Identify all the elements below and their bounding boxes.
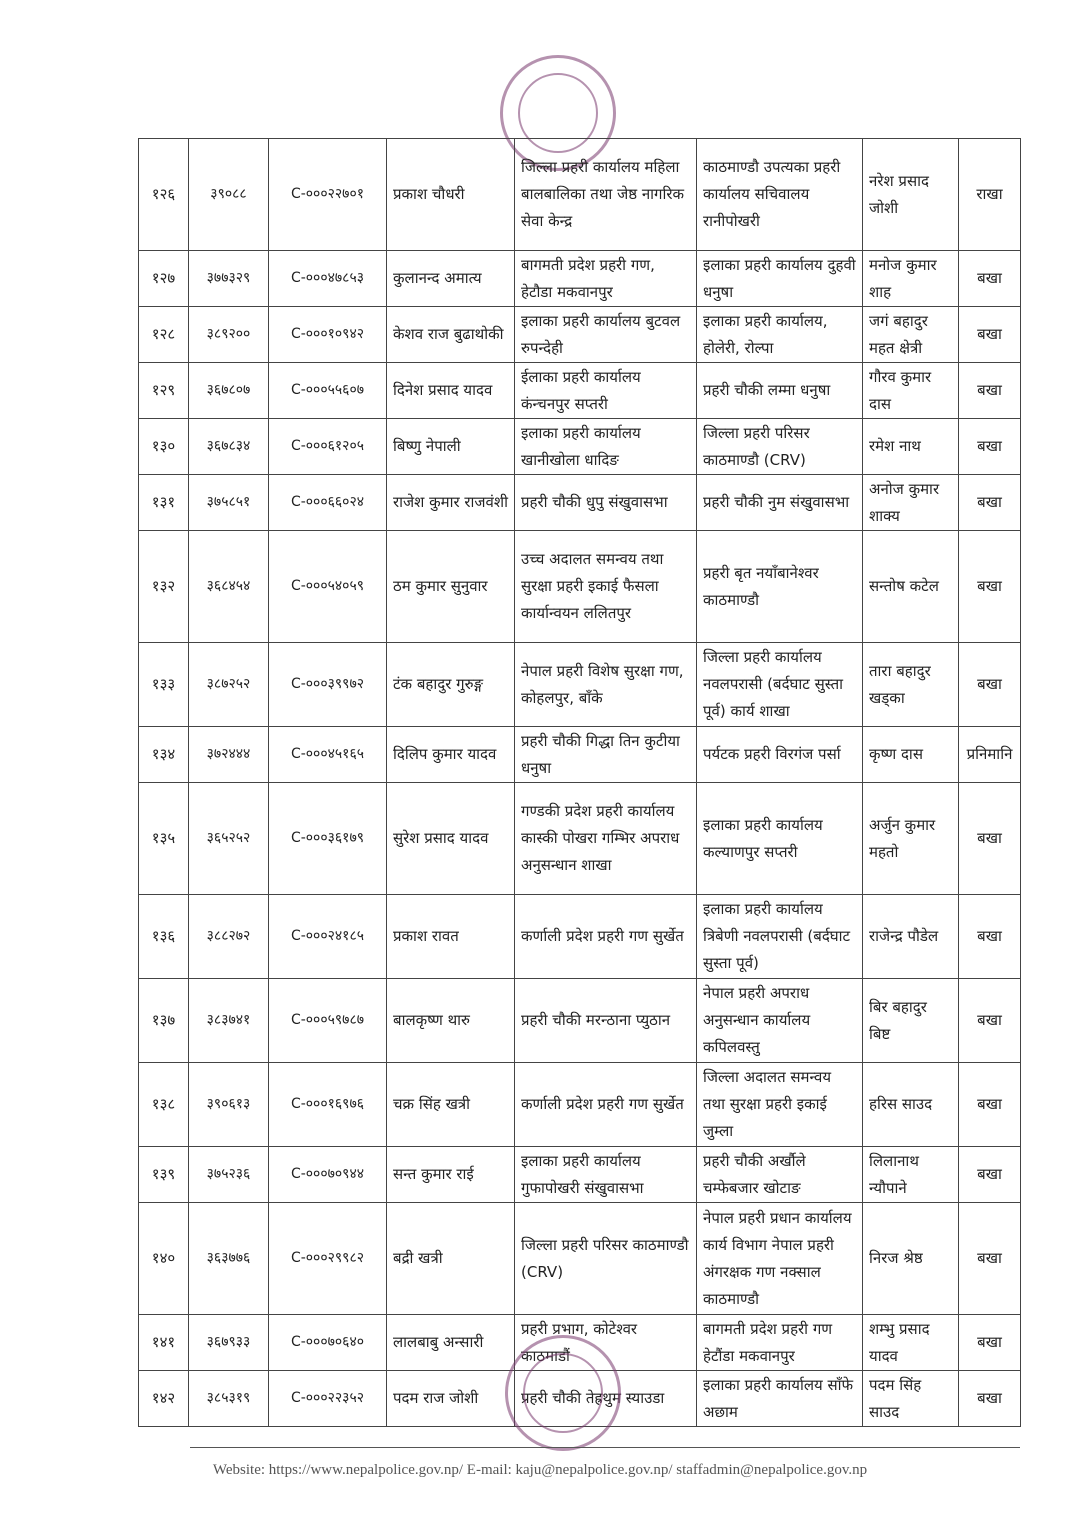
cell-officer: पदम सिंह साउद	[863, 1371, 959, 1427]
cell-name: ठम कुमार सुनुवार	[387, 531, 515, 643]
cell-to: इलाका प्रहरी कार्यालय दुहवी धनुषा	[697, 251, 863, 307]
cell-code: C-०००१६९७६	[269, 1063, 387, 1147]
cell-sn: १२८	[139, 307, 189, 363]
cell-remark: प्रनिमानि	[959, 727, 1021, 783]
table-row	[139, 895, 1021, 979]
cell-to: जिल्ला अदालत समन्वय तथा सुरक्षा प्रहरी इकाई जुम्ला	[697, 1063, 863, 1147]
cell-num: ३८७२५२	[189, 643, 269, 727]
table-row	[139, 363, 1021, 419]
cell-from: बागमती प्रदेश प्रहरी गण, हेटौडा मकवानपुर	[515, 251, 697, 307]
cell-officer: मनोज कुमार शाह	[863, 251, 959, 307]
cell-remark: बखा	[959, 979, 1021, 1063]
table-row	[139, 1203, 1021, 1315]
cell-from: जिल्ला प्रहरी कार्यालय महिला बालबालिका तथा जेष्ठ नागरिक सेवा केन्द्र	[515, 139, 697, 251]
cell-code: C-०००६१२०५	[269, 419, 387, 475]
cell-name: चक्र सिंह खत्री	[387, 1063, 515, 1147]
cell-code: C-०००३९९७२	[269, 643, 387, 727]
cell-officer: सन्तोष कटेल	[863, 531, 959, 643]
cell-code: C-०००२९९८२	[269, 1203, 387, 1315]
footer-divider	[190, 1447, 1020, 1448]
cell-num: ३७२४४४	[189, 727, 269, 783]
cell-num: ३७५८५१	[189, 475, 269, 531]
cell-from: कर्णाली प्रदेश प्रहरी गण सुर्खेत	[515, 1063, 697, 1147]
cell-officer: शम्भु प्रसाद यादव	[863, 1315, 959, 1371]
cell-code: C-०००३६१७९	[269, 783, 387, 895]
cell-remark: बखा	[959, 251, 1021, 307]
cell-to: जिल्ला प्रहरी परिसर काठमाण्डौ (CRV)	[697, 419, 863, 475]
cell-officer: बिर बहादुर बिष्ट	[863, 979, 959, 1063]
cell-remark: बखा	[959, 1063, 1021, 1147]
cell-num: ३८५३१९	[189, 1371, 269, 1427]
table-row	[139, 979, 1021, 1063]
cell-to: इलाका प्रहरी कार्यालय, होलेरी, रोल्पा	[697, 307, 863, 363]
cell-to: नेपाल प्रहरी अपराध अनुसन्धान कार्यालय कपिलवस्तु	[697, 979, 863, 1063]
cell-remark: बखा	[959, 783, 1021, 895]
cell-name: पदम राज जोशी	[387, 1371, 515, 1427]
cell-sn: १३२	[139, 531, 189, 643]
cell-to: प्रहरी चौकी नुम संखुवासभा	[697, 475, 863, 531]
cell-code: C-०००५५६०७	[269, 363, 387, 419]
cell-sn: १४१	[139, 1315, 189, 1371]
table-row	[139, 419, 1021, 475]
cell-to: प्रहरी चौकी अर्खौले चम्फेबजार खोटाङ	[697, 1147, 863, 1203]
cell-code: C-०००२२७०१	[269, 139, 387, 251]
cell-code: C-०००१०९४२	[269, 307, 387, 363]
cell-from: उच्च अदालत समन्वय तथा सुरक्षा प्रहरी इकाई फैसला कार्यान्वयन ललितपुर	[515, 531, 697, 643]
cell-num: ३८८२७२	[189, 895, 269, 979]
cell-from: इलाका प्रहरी कार्यालय खानीखोला धादिङ	[515, 419, 697, 475]
table-row	[139, 251, 1021, 307]
cell-num: ३६७८३४	[189, 419, 269, 475]
cell-num: ३७५२३६	[189, 1147, 269, 1203]
cell-officer: कृष्ण दास	[863, 727, 959, 783]
cell-name: टंक बहादुर गुरुङ्ग	[387, 643, 515, 727]
cell-sn: १३७	[139, 979, 189, 1063]
cell-name: लालबाबु अन्सारी	[387, 1315, 515, 1371]
cell-name: दिलिप कुमार यादव	[387, 727, 515, 783]
cell-from: कर्णाली प्रदेश प्रहरी गण सुर्खेत	[515, 895, 697, 979]
cell-name: दिनेश प्रसाद यादव	[387, 363, 515, 419]
cell-officer: राजेन्द्र पौडेल	[863, 895, 959, 979]
cell-remark: बखा	[959, 363, 1021, 419]
cell-officer: नरेश प्रसाद जोशी	[863, 139, 959, 251]
cell-name: सुरेश प्रसाद यादव	[387, 783, 515, 895]
cell-from: जिल्ला प्रहरी परिसर काठमाण्डौ (CRV)	[515, 1203, 697, 1315]
table-row	[139, 307, 1021, 363]
cell-remark: बखा	[959, 1371, 1021, 1427]
cell-num: ३८९२००	[189, 307, 269, 363]
cell-sn: १३६	[139, 895, 189, 979]
cell-sn: १३४	[139, 727, 189, 783]
cell-name: प्रकाश चौधरी	[387, 139, 515, 251]
cell-remark: बखा	[959, 531, 1021, 643]
table-row	[139, 139, 1021, 251]
cell-code: C-०००४५१६५	[269, 727, 387, 783]
cell-code: C-०००४७८५३	[269, 251, 387, 307]
cell-num: ३६७९३३	[189, 1315, 269, 1371]
cell-officer: अनोज कुमार शाक्य	[863, 475, 959, 531]
cell-sn: १२६	[139, 139, 189, 251]
cell-sn: १४२	[139, 1371, 189, 1427]
cell-remark: राखा	[959, 139, 1021, 251]
cell-sn: १३०	[139, 419, 189, 475]
cell-officer: तारा बहादुर खड्का	[863, 643, 959, 727]
cell-num: ३७७३२९	[189, 251, 269, 307]
cell-sn: १३१	[139, 475, 189, 531]
cell-num: ३८३७४१	[189, 979, 269, 1063]
cell-to: इलाका प्रहरी कार्यालय त्रिबेणी नवलपरासी (बर्दघाट सुस्ता पूर्व)	[697, 895, 863, 979]
cell-code: C-०००७०९४४	[269, 1147, 387, 1203]
cell-num: ३९०६१३	[189, 1063, 269, 1147]
table-row	[139, 727, 1021, 783]
table-row	[139, 1063, 1021, 1147]
cell-code: C-०००५४०५९	[269, 531, 387, 643]
cell-remark: बखा	[959, 895, 1021, 979]
cell-to: काठमाण्डौ उपत्यका प्रहरी कार्यालय सचिवालय रानीपोखरी	[697, 139, 863, 251]
cell-sn: १३८	[139, 1063, 189, 1147]
cell-remark: बखा	[959, 1203, 1021, 1315]
cell-officer: रमेश नाथ	[863, 419, 959, 475]
cell-remark: बखा	[959, 419, 1021, 475]
cell-name: राजेश कुमार राजवंशी	[387, 475, 515, 531]
cell-name: बद्री खत्री	[387, 1203, 515, 1315]
cell-from: प्रहरी प्रभाग, कोटेश्वर काठमाडौं	[515, 1315, 697, 1371]
cell-name: बालकृष्ण थारु	[387, 979, 515, 1063]
cell-officer: गौरव कुमार दास	[863, 363, 959, 419]
cell-to: जिल्ला प्रहरी कार्यालय नवलपरासी (बर्दघाट सुस्ता पूर्व) कार्य शाखा	[697, 643, 863, 727]
cell-remark: बखा	[959, 1315, 1021, 1371]
cell-num: ३९०८८	[189, 139, 269, 251]
cell-name: सन्त कुमार राई	[387, 1147, 515, 1203]
cell-sn: १३३	[139, 643, 189, 727]
cell-to: पर्यटक प्रहरी विरगंज पर्सा	[697, 727, 863, 783]
cell-remark: बखा	[959, 643, 1021, 727]
cell-remark: बखा	[959, 307, 1021, 363]
table-row	[139, 531, 1021, 643]
cell-code: C-०००५९७८७	[269, 979, 387, 1063]
cell-num: ३६७८०७	[189, 363, 269, 419]
table-row	[139, 1147, 1021, 1203]
cell-from: इलाका प्रहरी कार्यालय गुफापोखरी संखुवासभा	[515, 1147, 697, 1203]
cell-code: C-०००७०६४०	[269, 1315, 387, 1371]
cell-code: C-०००२२३५२	[269, 1371, 387, 1427]
cell-from: प्रहरी चौकी तेह्रथुम स्याउडा	[515, 1371, 697, 1427]
cell-to: बागमती प्रदेश प्रहरी गण हेटौंडा मकवानपुर	[697, 1315, 863, 1371]
cell-officer: लिलानाथ न्यौपाने	[863, 1147, 959, 1203]
cell-from: प्रहरी चौकी मरन्ठाना प्युठान	[515, 979, 697, 1063]
cell-from: नेपाल प्रहरी विशेष सुरक्षा गण, कोहलपुर, बाँके	[515, 643, 697, 727]
cell-officer: हरिस साउद	[863, 1063, 959, 1147]
cell-officer: निरज श्रेष्ठ	[863, 1203, 959, 1315]
cell-from: प्रहरी चौकी गिद्धा तिन कुटीया धनुषा	[515, 727, 697, 783]
cell-sn: १३५	[139, 783, 189, 895]
cell-sn: १४०	[139, 1203, 189, 1315]
cell-code: C-०००६६०२४	[269, 475, 387, 531]
table-row	[139, 783, 1021, 895]
cell-from: प्रहरी चौकी धुपु संखुवासभा	[515, 475, 697, 531]
cell-to: इलाका प्रहरी कार्यालय कल्याणपुर सप्तरी	[697, 783, 863, 895]
cell-to: प्रहरी चौकी लम्मा धनुषा	[697, 363, 863, 419]
cell-num: ३६८४५४	[189, 531, 269, 643]
office-seal-bottom	[505, 1335, 621, 1451]
cell-officer: जगं बहादुर महत क्षेत्री	[863, 307, 959, 363]
cell-officer: अर्जुन कुमार महतो	[863, 783, 959, 895]
cell-remark: बखा	[959, 1147, 1021, 1203]
table-row	[139, 475, 1021, 531]
cell-sn: १३९	[139, 1147, 189, 1203]
cell-num: ३६५२५२	[189, 783, 269, 895]
cell-code: C-०००२४१८५	[269, 895, 387, 979]
cell-to: इलाका प्रहरी कार्यालय साँफे अछाम	[697, 1371, 863, 1427]
transfer-table	[138, 138, 1021, 1427]
cell-name: बिष्णु नेपाली	[387, 419, 515, 475]
cell-name: केशव राज बुढाथोकी	[387, 307, 515, 363]
cell-remark: बखा	[959, 475, 1021, 531]
cell-num: ३६३७७६	[189, 1203, 269, 1315]
cell-from: ईलाका प्रहरी कार्यालय कंन्चनपुर सप्तरी	[515, 363, 697, 419]
cell-name: प्रकाश रावत	[387, 895, 515, 979]
cell-from: इलाका प्रहरी कार्यालय बुटवल रुपन्देही	[515, 307, 697, 363]
cell-to: प्रहरी बृत नयाँबानेश्वर काठमाण्डौ	[697, 531, 863, 643]
cell-sn: १२९	[139, 363, 189, 419]
cell-to: नेपाल प्रहरी प्रधान कार्यालय कार्य विभाग नेपाल प्रहरी अंगरक्षक गण नक्साल काठमाण्डौ	[697, 1203, 863, 1315]
table-row	[139, 643, 1021, 727]
cell-sn: १२७	[139, 251, 189, 307]
cell-name: कुलानन्द अमात्य	[387, 251, 515, 307]
cell-from: गण्डकी प्रदेश प्रहरी कार्यालय कास्की पोखरा गम्भिर अपराध अनुसन्धान शाखा	[515, 783, 697, 895]
footer-contact: Website: https://www.nepalpolice.gov.np/ E-mail: kaju@nepalpolice.gov.np/ staffadmin@nepalpolice.gov.np	[212, 1462, 868, 1478]
